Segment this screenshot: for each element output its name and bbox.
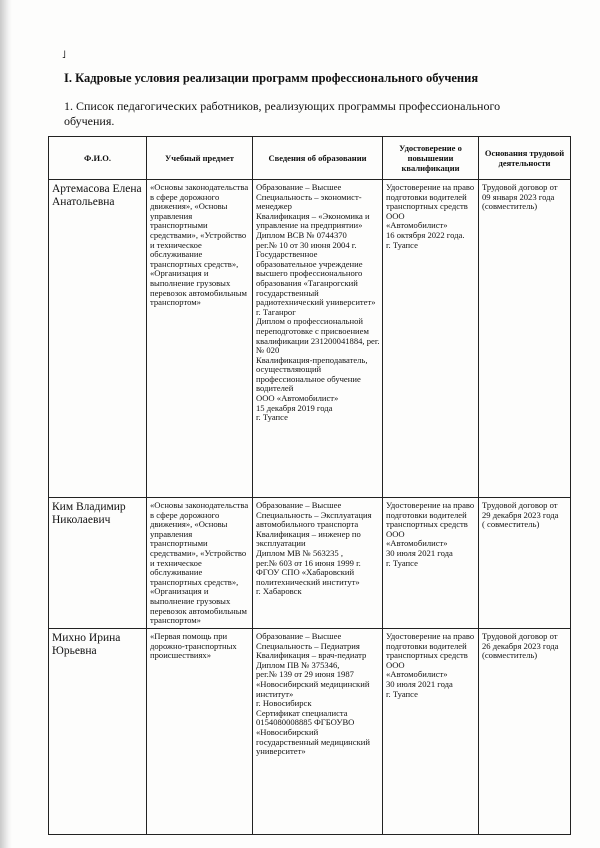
header-name: Ф.И.О.: [49, 137, 147, 180]
cell-subject: «Основы законодательства в сфере дорожного движения», «Основы управления транспортными средствами», «Устройство и техническое обслуживание транспортных средств», «Организация и выполнение грузовых перевозок автомобильным транспортом»: [147, 498, 253, 629]
header-subject: Учебный предмет: [147, 137, 253, 180]
cell-subject: «Основы законодательства в сфере дорожного движения», «Основы управления транспортными средствами», «Устройство и техническое обслуживание транспортных средств», «Организация и выполнение грузовых перевозок автомобильным транспортом»: [147, 180, 253, 498]
list-subheading: 1. Список педагогических работников, реализующих программы профессионального обучения.: [64, 99, 501, 128]
table-row: [49, 629, 571, 835]
header-employment: Основания трудовой деятельности: [479, 137, 571, 180]
cell-employment: Трудовой договор от 26 декабря 2023 года (совместитель): [479, 629, 571, 835]
cell-name: Артемасова Елена Анатольевна: [49, 180, 147, 498]
cell-subject: «Первая помощь при дорожно-транспортных происшествиях»: [147, 629, 253, 835]
cell-name: Ким Владимир Николаевич: [49, 498, 147, 629]
header-qualification: Удостоверение о повышении квалификации: [383, 137, 479, 180]
cell-qualification: Удостоверение на право подготовки водителей транспортных средств ООО «Автомобилист» 16 октября 2022 года. г. Туапсе: [383, 180, 479, 498]
cell-education: Образование – Высшее Специальность – Педиатрия Квалификация – врач-педиатр Диплом ПВ № 375346, рег.№ 139 от 29 июня 1987 «Новосибирский медицинский институт» г. Новосибирск Сертификат специалиста 0154080008885 ФГБОУВО «Новосибирский государственный медицинский университет»: [253, 629, 383, 835]
corner-mark: ˩: [62, 50, 66, 61]
cell-employment: Трудовой договор от 09 января 2023 года (совместитель): [479, 180, 571, 498]
section-heading: I. Кадровые условия реализации программ профессионального обучения: [64, 71, 479, 85]
cell-name: Михно Ирина Юрьевна: [49, 629, 147, 835]
table-header-row: [49, 137, 571, 180]
table-row: [49, 498, 571, 629]
staff-table: [48, 136, 571, 835]
cell-qualification: Удостоверение на право подготовки водителей транспортных средств ООО «Автомобилист» 30 июля 2021 года г. Туапсе: [383, 498, 479, 629]
cell-qualification: Удостоверение на право подготовки водителей транспортных средств ООО «Автомобилист» 30 июля 2021 года г. Туапсе: [383, 629, 479, 835]
header-education: Сведения об образовании: [253, 137, 383, 180]
cell-employment: Трудовой договор от 29 декабря 2023 года ( совместитель): [479, 498, 571, 629]
table-row: [49, 180, 571, 498]
cell-education: Образование – Высшее Специальность – Эксплуатация автомобильного транспорта Квалификация – инженер по эксплуатации Диплом МВ № 563235 , рег.№ 603 от 16 июня 1999 г. ФГОУ СПО «Хабаровский политехнический институт» г. Хабаровск: [253, 498, 383, 629]
cell-education: Образование – Высшее Специальность – экономист-менеджер Квалификация – «Экономика и управление на предприятии» Диплом ВСВ № 0744370 рег.№ 10 от 30 июня 2004 г. Государственное образовательное учреждение высшего профессионального образования «Таганрогский государственный радиотехнический университет» г. Таганрог Диплом о профессиональной переподготовке с присвоением квалификации 231200041884, рег. № 020 Квалификация-преподаватель, осуществляющий профессиональное обучение водителей ООО «Автомобилист» 15 декабря 2019 года г. Туапсе: [253, 180, 383, 498]
scan-edge-shadow: [0, 0, 12, 848]
